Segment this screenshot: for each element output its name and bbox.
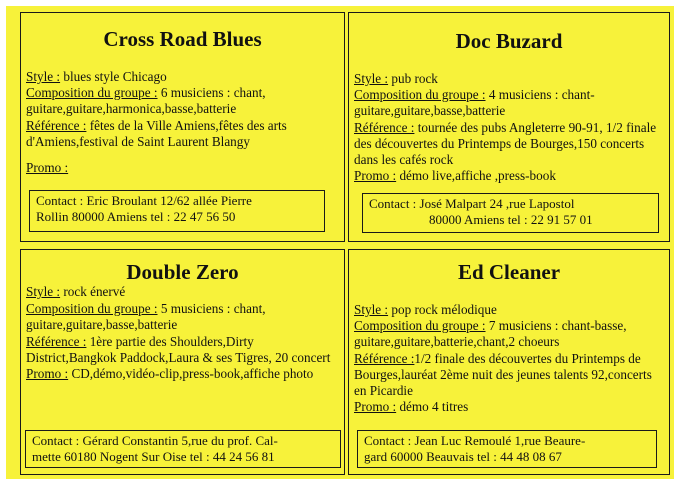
style-line	[26, 69, 340, 85]
composition-line	[354, 87, 665, 119]
style-value: pub rock	[388, 71, 438, 86]
composition-label: Composition du groupe :	[354, 87, 486, 103]
composition-line	[26, 85, 340, 117]
reference-label: Référence :	[354, 350, 415, 366]
promo-value: démo live,affiche ,press-book	[396, 168, 556, 184]
reference-line	[26, 118, 340, 150]
promo-value: CD,démo,vidéo-clip,press-book,affiche photo	[68, 366, 314, 382]
contact-box	[357, 430, 657, 468]
composition-label: Composition du groupe :	[354, 318, 486, 334]
reference-value: 1/2 finale des découvertes du Printemps de Bourges,lauréat 2ème nuit des jeunes talents 92,concerts en Picardie	[354, 350, 652, 399]
composition-label: Composition du groupe :	[26, 85, 158, 101]
contact-box	[29, 190, 325, 232]
card-title: Double Zero	[126, 260, 239, 284]
card-title: Doc Buzard	[455, 29, 563, 53]
card-body	[349, 302, 669, 415]
promo-label: Promo :	[26, 366, 69, 382]
composition-line	[354, 318, 665, 350]
contact-line-2: 80000 Amiens tel : 22 91 57 01	[429, 212, 593, 227]
composition-value: 4 musiciens : chant-guitare,guitare,basse,batterie	[354, 87, 595, 119]
reference-line	[354, 351, 665, 400]
promo-label: Promo :	[354, 399, 397, 415]
contact-line-1: Contact : Gérard Constantin 5,rue du prof. Cal-	[32, 433, 278, 448]
card-title: Cross Road Blues	[103, 27, 262, 51]
style-value: blues style Chicago	[60, 69, 167, 84]
card-doc-buzard	[348, 12, 670, 242]
style-label: Style :	[354, 71, 389, 86]
reference-label: Référence :	[26, 333, 87, 349]
contact-line-1: Contact : José Malpart 24 ,rue Lapostol	[369, 196, 575, 211]
card-title: Ed Cleaner	[457, 260, 561, 284]
contact-line-2: mette 60180 Nogent Sur Oise tel : 44 24 56 81	[32, 449, 275, 464]
reference-label: Référence :	[354, 119, 415, 135]
style-line	[354, 302, 665, 318]
contact-line-1: Contact : Eric Broulant 12/62 allée Pierre	[36, 193, 252, 208]
style-line	[26, 284, 340, 300]
promo-label: Promo :	[354, 168, 397, 184]
contact-line-2: gard 60000 Beauvais tel : 44 48 08 67	[364, 449, 562, 464]
promo-line	[26, 160, 340, 176]
flyer-sheet	[6, 6, 674, 479]
composition-value: 6 musiciens : chant, guitare,guitare,harmonica,basse,batterie	[26, 85, 266, 117]
contact-line-1: Contact : Jean Luc Remoulé 1,rue Beaure-	[364, 433, 586, 448]
contact-line-2: Rollin 80000 Amiens tel : 22 47 56 50	[36, 209, 236, 224]
style-label: Style :	[354, 302, 389, 317]
reference-value: 1ère partie des Shoulders,Dirty District,Bangkok Paddock,Laura & ses Tigres, 20 concert	[26, 333, 331, 365]
promo-line	[354, 399, 665, 415]
reference-label: Référence :	[26, 117, 87, 133]
card-ed-cleaner	[348, 249, 670, 475]
composition-value: 5 musiciens : chant, guitare,guitare,basse,batterie	[26, 301, 266, 333]
promo-value: démo 4 titres	[396, 399, 469, 415]
reference-value: tournée des pubs Angleterre 90-91, 1/2 finale des découvertes du Printemps de Bourges,150 concerts dans les cafés rock	[354, 119, 657, 168]
card-double-zero	[20, 249, 345, 475]
promo-line	[26, 366, 340, 382]
style-value: rock énervé	[60, 284, 126, 299]
card-body	[21, 69, 344, 176]
contact-box	[362, 193, 659, 233]
contact-box	[25, 430, 341, 468]
card-body	[349, 71, 669, 184]
promo-line	[354, 168, 665, 184]
reference-value: fêtes de la Ville Amiens,fêtes des arts d'Amiens,festival de Saint Laurent Blangy	[26, 117, 287, 149]
promo-label: Promo :	[26, 160, 69, 176]
composition-label: Composition du groupe :	[26, 301, 158, 317]
card-cross-road-blues	[20, 12, 345, 242]
reference-line	[354, 120, 665, 169]
style-label: Style :	[26, 69, 61, 84]
style-label: Style :	[26, 284, 61, 299]
composition-line	[26, 301, 340, 333]
style-line	[354, 71, 665, 87]
card-body	[21, 284, 344, 382]
reference-line	[26, 334, 340, 366]
composition-value: 7 musiciens : chant-basse, guitare,guitare,batterie,chant,2 choeurs	[354, 318, 627, 350]
style-value: pop rock mélodique	[388, 302, 497, 317]
